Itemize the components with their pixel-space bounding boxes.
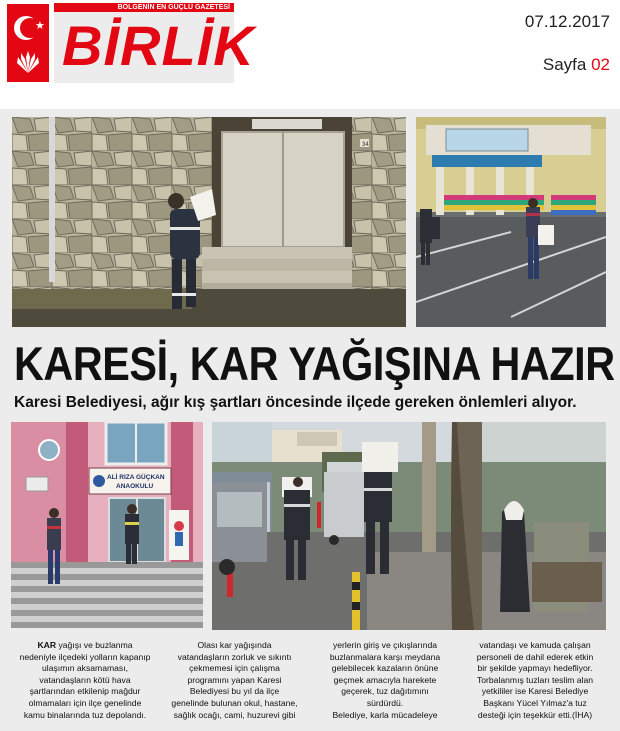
photo-school-courtyard <box>416 117 606 327</box>
page-label: Sayfa <box>542 55 587 74</box>
article-subheadline: Karesi Belediyesi, ağır kış şartları öncesinde ilçede gereken önlemleri alıyor. <box>14 394 577 411</box>
photo-street-workers <box>212 422 606 630</box>
kindergarten-sign-line2: ANAOKULU <box>116 483 154 490</box>
door-number-sign: 34 <box>362 142 369 148</box>
photo-worker-at-building-door <box>12 117 406 327</box>
logo-wordmark: BİRLİK <box>62 14 255 77</box>
kindergarten-sign-line1: ALİ RIZA GÜÇKAN <box>107 474 165 481</box>
photo-kindergarten-entrance <box>11 422 203 628</box>
masthead <box>0 0 620 108</box>
party-crest-logo: ★ <box>7 4 49 82</box>
lead-word: KAR <box>37 640 57 650</box>
page-indicator <box>543 55 610 75</box>
body-column-4: vatandaşı ve kamuda çalışan personeli de dahil ederek etkin bir şekilde yapmayı hedefliyor. Torbalanmış tuzları teslim alan yetkililer ise Karesi Belediye Başkanı Yücel Yılmaz'a tuz desteği için teşekkür etti.(İHA) <box>476 640 594 720</box>
page-number: 02 <box>591 55 610 74</box>
body-column-1: KAR yağışı ve buzlanma nedeniyle ilçedeki yolların kapanıp ulaşımın aksamaması, vatandaşların kötü hava şartlarından etkilenip mağdur olmamaları için ilçe genelinde kamu binalarında tuz depolandı. <box>19 640 151 720</box>
logo-tagline: BÖLGENİN EN GÜÇLÜ GAZETESİ <box>117 4 230 11</box>
article-headline: KARESİ, KAR YAĞIŞINA HAZIR <box>14 337 615 390</box>
body-column-3: yerlerin giriş ve çıkışlarında buzlanmalara karşı meydana gelebilecek kazaların önüne geçmek amacıyla harekete geçerek, tuz dağıtımını sürdürdü. Belediye, karla mücadeleye <box>329 640 441 720</box>
body-column-2: Olası kar yağışında vatandaşların zorluk ve sıkıntı çekmemesi için çalışma programını yapan Karesi Belediyesi bu yıl da ilçe genelinde bulunan okul, hastane, sağlık ocağı, cami, huzurevi gibi <box>171 640 298 720</box>
issue-date: 07.12.2017 <box>524 12 610 31</box>
